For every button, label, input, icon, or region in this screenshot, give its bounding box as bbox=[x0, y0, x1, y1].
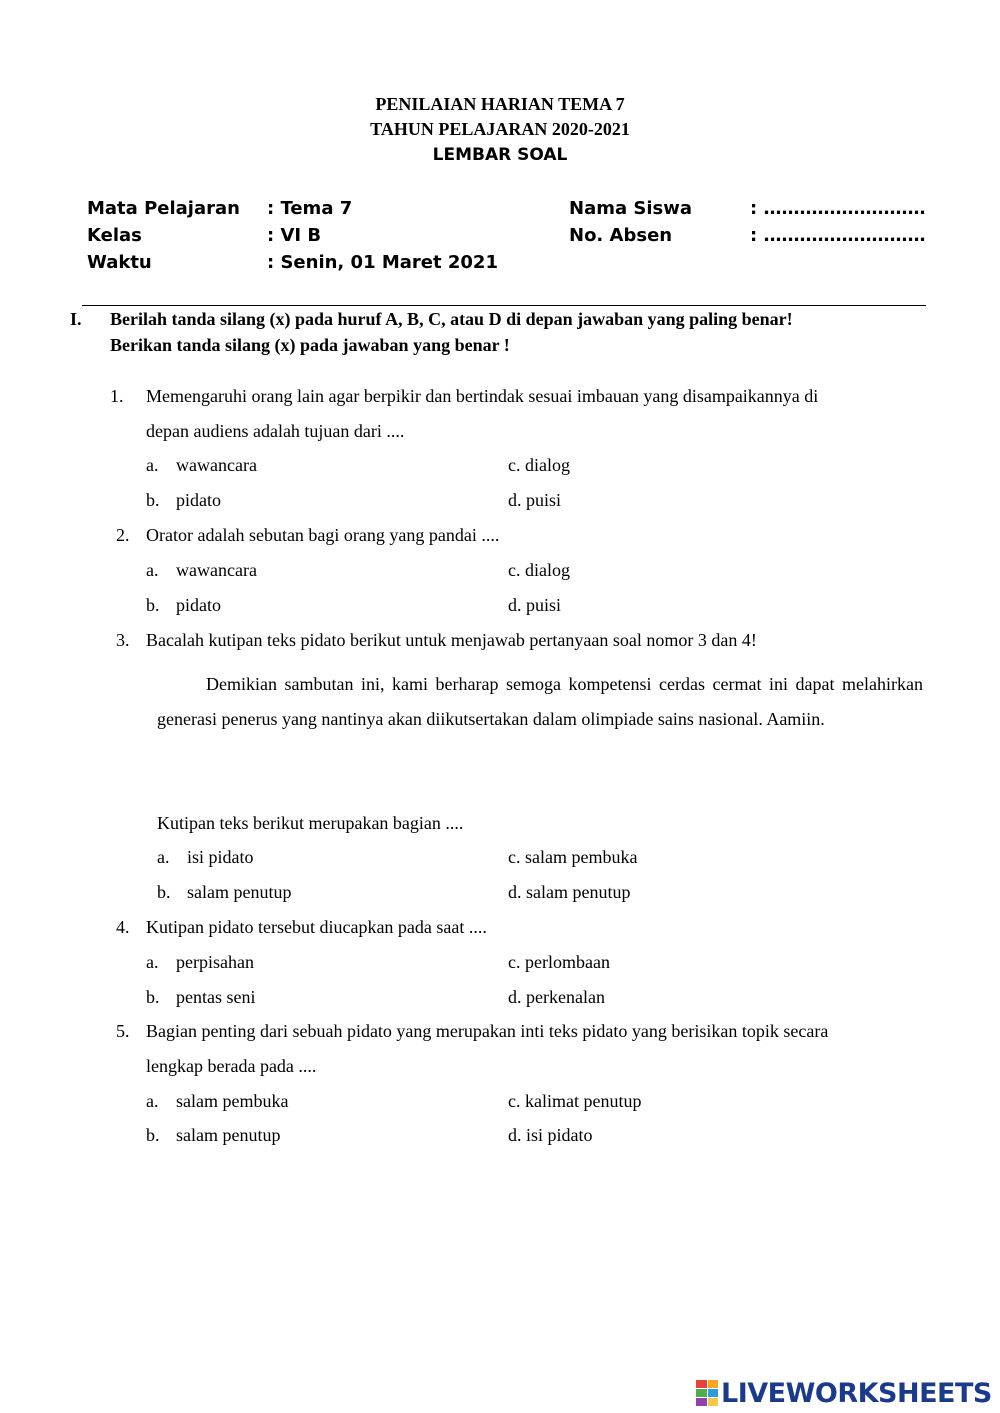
q5-option-a[interactable]: salam pembuka bbox=[176, 1091, 289, 1111]
school-year-title: TAHUN PELAJARAN 2020-2021 bbox=[370, 119, 630, 139]
q4-option-b-letter[interactable]: b. bbox=[146, 987, 160, 1007]
logo-tile bbox=[696, 1380, 707, 1388]
q2-option-d[interactable]: d. puisi bbox=[508, 595, 562, 615]
q2-option-b[interactable]: pidato bbox=[176, 595, 221, 615]
question-1-text: Memengaruhi orang lain agar berpikir dan bertindak sesuai imbauan yang disampaikannya di bbox=[146, 386, 819, 406]
question-4-number: 4. bbox=[116, 917, 130, 937]
q2-option-b-letter[interactable]: b. bbox=[146, 595, 160, 615]
q5-option-d[interactable]: d. isi pidato bbox=[508, 1125, 593, 1145]
absence-number-field[interactable]: : ……………………… bbox=[750, 225, 926, 246]
time-label: Waktu bbox=[87, 252, 152, 273]
question-3-prompt: Kutipan teks berikut merupakan bagian .... bbox=[157, 813, 464, 833]
q3-option-a-letter[interactable]: a. bbox=[157, 847, 170, 867]
q4-option-d[interactable]: d. perkenalan bbox=[508, 987, 605, 1007]
q5-option-a-letter[interactable]: a. bbox=[146, 1091, 159, 1111]
liveworksheets-text: LIVEWORKSHEETS bbox=[721, 1377, 992, 1409]
question-1-number: 1. bbox=[110, 386, 124, 406]
question-1-text-cont: depan audiens adalah tujuan dari .... bbox=[146, 421, 405, 441]
time-value: : Senin, 01 Maret 2021 bbox=[267, 252, 498, 273]
q2-option-a-letter[interactable]: a. bbox=[146, 560, 159, 580]
q3-option-d[interactable]: d. salam penutup bbox=[508, 882, 631, 902]
absence-number-label: No. Absen bbox=[569, 225, 673, 246]
logo-tile bbox=[708, 1389, 719, 1397]
q1-option-a[interactable]: wawancara bbox=[176, 455, 257, 475]
q4-option-c[interactable]: c. perlombaan bbox=[508, 952, 610, 972]
q4-option-b[interactable]: pentas seni bbox=[176, 987, 256, 1007]
q3-option-b-letter[interactable]: b. bbox=[157, 882, 171, 902]
q4-option-a[interactable]: perpisahan bbox=[176, 952, 254, 972]
liveworksheets-logo bbox=[696, 1376, 992, 1410]
question-2-number: 2. bbox=[116, 525, 130, 545]
q3-option-c[interactable]: c. salam pembuka bbox=[508, 847, 638, 867]
question-3-text: Bacalah kutipan teks pidato berikut untuk menjawab pertanyaan soal nomor 3 dan 4! bbox=[146, 630, 757, 650]
logo-tile bbox=[708, 1380, 719, 1388]
question-5-text-cont: lengkap berada pada .... bbox=[146, 1056, 317, 1076]
class-value: : VI B bbox=[267, 225, 322, 246]
q1-option-b[interactable]: pidato bbox=[176, 490, 221, 510]
q1-option-a-letter[interactable]: a. bbox=[146, 455, 159, 475]
q4-option-a-letter[interactable]: a. bbox=[146, 952, 159, 972]
header-divider bbox=[82, 305, 926, 306]
q1-option-d[interactable]: d. puisi bbox=[508, 490, 562, 510]
student-name-field[interactable]: : ……………………… bbox=[750, 198, 926, 219]
section-number: I. bbox=[70, 309, 82, 329]
question-3-number: 3. bbox=[116, 630, 130, 650]
sheet-title: LEMBAR SOAL bbox=[432, 145, 568, 165]
student-name-label: Nama Siswa bbox=[569, 198, 693, 219]
question-4-text: Kutipan pidato tersebut diucapkan pada saat .... bbox=[146, 917, 487, 937]
liveworksheets-icon bbox=[696, 1380, 718, 1406]
q5-option-b[interactable]: salam penutup bbox=[176, 1125, 281, 1145]
q5-option-c[interactable]: c. kalimat penutup bbox=[508, 1091, 642, 1111]
q2-option-a[interactable]: wawancara bbox=[176, 560, 257, 580]
section-instruction-2: Berikan tanda silang (x) pada jawaban yang benar ! bbox=[110, 335, 510, 355]
question-5-number: 5. bbox=[116, 1021, 130, 1041]
class-label: Kelas bbox=[87, 225, 142, 246]
logo-tile bbox=[708, 1398, 719, 1406]
section-instruction: Berilah tanda silang (x) pada huruf A, B, C, atau D di depan jawaban yang paling benar! bbox=[110, 309, 793, 329]
q2-option-c[interactable]: c. dialog bbox=[508, 560, 570, 580]
subject-value: : Tema 7 bbox=[267, 198, 353, 219]
page-title: PENILAIAN HARIAN TEMA 7 bbox=[375, 94, 625, 114]
q1-option-c[interactable]: c. dialog bbox=[508, 455, 570, 475]
question-2-text: Orator adalah sebutan bagi orang yang pandai .... bbox=[146, 525, 500, 545]
question-5-text: Bagian penting dari sebuah pidato yang merupakan inti teks pidato yang berisikan topik secara bbox=[146, 1021, 829, 1041]
logo-tile bbox=[696, 1398, 707, 1406]
q3-option-a[interactable]: isi pidato bbox=[187, 847, 254, 867]
q1-option-b-letter[interactable]: b. bbox=[146, 490, 160, 510]
logo-tile bbox=[696, 1389, 707, 1397]
q5-option-b-letter[interactable]: b. bbox=[146, 1125, 160, 1145]
q3-option-b[interactable]: salam penutup bbox=[187, 882, 292, 902]
speech-quote: Demikian sambutan ini, kami berharap semoga kompetensi cerdas cermat ini dapat melahirkan generasi penerus yang nantinya akan diikutsertakan dalam olimpiade sains nasional. Aamiin. bbox=[157, 674, 923, 729]
subject-label: Mata Pelajaran bbox=[87, 198, 240, 219]
